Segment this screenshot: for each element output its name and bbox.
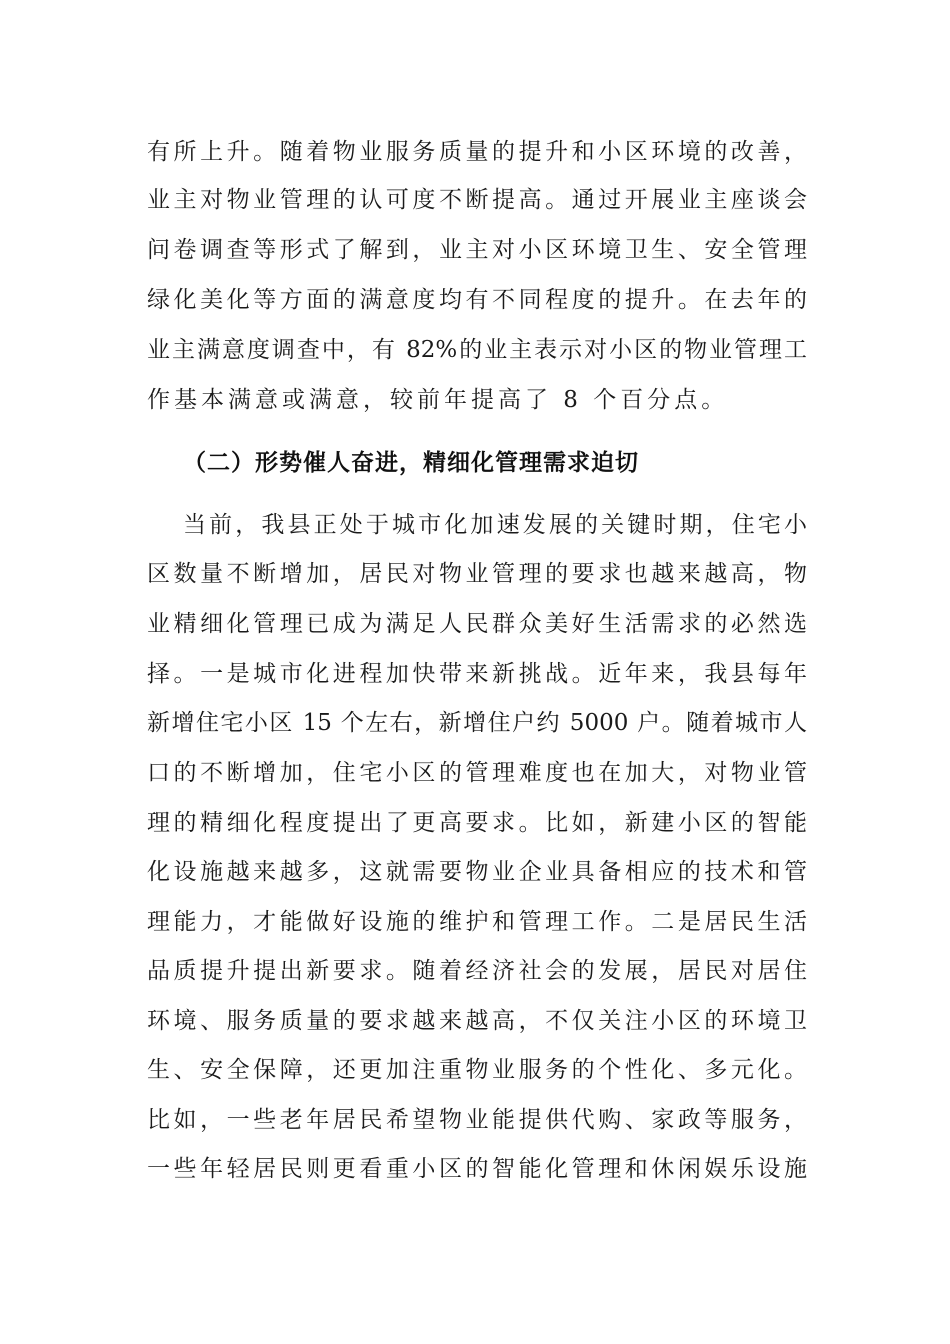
paragraph-line: 有所上升。随着物业服务质量的提升和小区环境的改善， <box>147 139 807 165</box>
paragraph-line: 业主对物业管理的认可度不断提高。通过开展业主座谈会 <box>147 187 807 213</box>
paragraph-line: 品质提升提出新要求。随着经济社会的发展，居民对居住 <box>147 958 807 984</box>
paragraph-line: 区数量不断增加，居民对物业管理的要求也越来越高，物 <box>147 561 807 587</box>
paragraph-line: 一些年轻居民则更看重小区的智能化管理和休闲娱乐设施 <box>147 1156 807 1182</box>
paragraph-line: 业精细化管理已成为满足人民群众美好生活需求的必然选 <box>147 611 807 637</box>
paragraph-line: 理能力，才能做好设施的维护和管理工作。二是居民生活 <box>147 909 807 935</box>
paragraph-line: 比如，一些老年居民希望物业能提供代购、家政等服务， <box>147 1107 807 1133</box>
paragraph-line: 新增住宅小区 15 个左右，新增住户约 5000 户。随着城市人 <box>147 710 807 736</box>
section-heading: （二）形势催人奋进，精细化管理需求迫切 <box>183 450 639 476</box>
paragraph-line: 当前，我县正处于城市化加速发展的关键时期，住宅小 <box>183 512 807 538</box>
paragraph-line: 作基本满意或满意，较前年提高了 8 个百分点。 <box>147 387 729 413</box>
paragraph-line: 业主满意度调查中，有 82%的业主表示对小区的物业管理工 <box>147 337 807 363</box>
paragraph-line: 绿化美化等方面的满意度均有不同程度的提升。在去年的 <box>147 287 807 313</box>
paragraph-line: 口的不断增加，住宅小区的管理难度也在加大，对物业管 <box>147 760 807 786</box>
paragraph-line: 化设施越来越多，这就需要物业企业具备相应的技术和管 <box>147 859 807 885</box>
paragraph-line: 择。一是城市化进程加快带来新挑战。近年来，我县每年 <box>147 661 807 687</box>
paragraph-line: 环境、服务质量的要求越来越高，不仅关注小区的环境卫 <box>147 1008 807 1034</box>
paragraph-line: 理的精细化程度提出了更高要求。比如，新建小区的智能 <box>147 810 807 836</box>
paragraph-line: 问卷调查等形式了解到，业主对小区环境卫生、安全管理 <box>147 237 807 263</box>
paragraph-line: 生、安全保障，还更加注重物业服务的个性化、多元化。 <box>147 1057 807 1083</box>
